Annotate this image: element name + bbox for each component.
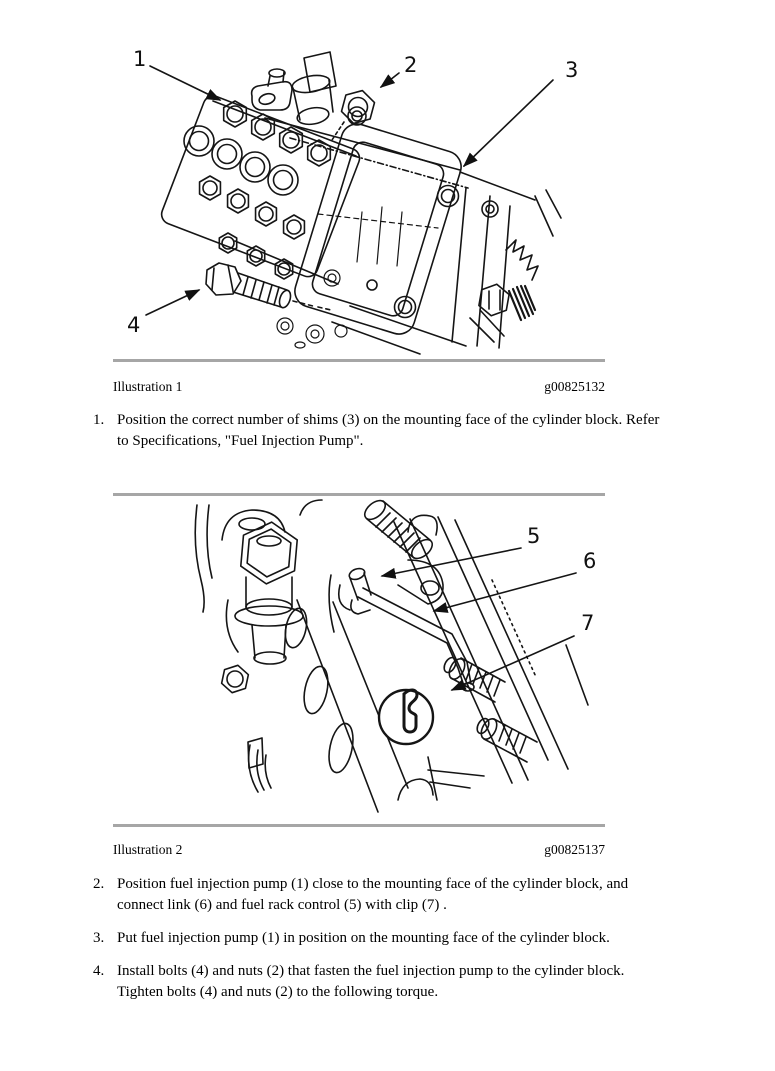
step-4-number: 4. <box>93 963 105 979</box>
step-2 <box>93 874 673 916</box>
step-1 <box>93 410 673 452</box>
callout-3-label: 3 <box>565 58 579 82</box>
figure1-top-divider <box>113 359 605 362</box>
illustration-2-drawing <box>0 497 775 824</box>
figure1-caption: Illustration 1 <box>113 379 183 394</box>
threaded-stud-middle <box>442 656 505 702</box>
figure2-callouts <box>382 524 596 690</box>
figure1-caption-row <box>113 378 605 395</box>
callout-4-label: 4 <box>127 313 141 337</box>
figure2-bottom-divider <box>113 824 605 827</box>
callout-6-label: 6 <box>583 549 597 573</box>
threaded-stud-bottom <box>475 716 537 762</box>
step-1-line-1: Position the correct number of shims (3) on the mounting face of the cylinder block. Refer <box>117 412 660 428</box>
callout-7-label: 7 <box>581 611 595 635</box>
step-3-line-1: Put fuel injection pump (1) in position on the mounting face of the cylinder block. <box>117 930 610 946</box>
figure2-caption-row <box>113 841 605 858</box>
cylinder-block-edges <box>394 517 588 800</box>
mounting-flange <box>220 600 408 812</box>
step-1-number: 1. <box>93 412 105 428</box>
figure2-ref: g00825137 <box>544 842 605 857</box>
illustration-1-drawing <box>0 0 775 362</box>
hatch-shading <box>509 286 535 320</box>
step-4-line-2: Tighten bolts (4) and nuts (2) to the following torque. <box>117 984 439 1000</box>
callout-2-label: 2 <box>404 53 418 77</box>
clip-7-detail <box>379 690 433 744</box>
cylinder-block <box>332 172 561 354</box>
step-2-number: 2. <box>93 876 105 892</box>
step-2-line-2: connect link (6) and fuel rack control (5) with clip (7) . <box>117 897 447 913</box>
callout-1-label: 1 <box>133 47 147 71</box>
step-3-number: 3. <box>93 930 105 946</box>
step-1-line-2: to Specifications, "Fuel Injection Pump". <box>117 433 364 449</box>
bottom-washers <box>277 318 347 348</box>
nut-2 <box>332 87 377 140</box>
figure2-top-divider <box>113 493 605 496</box>
pump-body-contours <box>195 500 437 632</box>
figure2-caption: Illustration 2 <box>113 842 183 857</box>
step-2-line-1: Position fuel injection pump (1) close to the mounting face of the cylinder block, and <box>117 876 629 892</box>
step-3 <box>93 928 673 949</box>
delivery-valve-holders <box>184 126 298 195</box>
fuel-line-fitting-nut <box>226 520 303 664</box>
injector-hex-nuts <box>200 101 331 279</box>
link-6 <box>358 588 474 691</box>
figure1-ref: g00825132 <box>544 379 605 394</box>
callout-5-label: 5 <box>527 524 541 548</box>
step-4-line-1: Install bolts (4) and nuts (2) that fasten the fuel injection pump to the cylinder block. <box>117 963 625 979</box>
step-4 <box>93 961 673 1003</box>
